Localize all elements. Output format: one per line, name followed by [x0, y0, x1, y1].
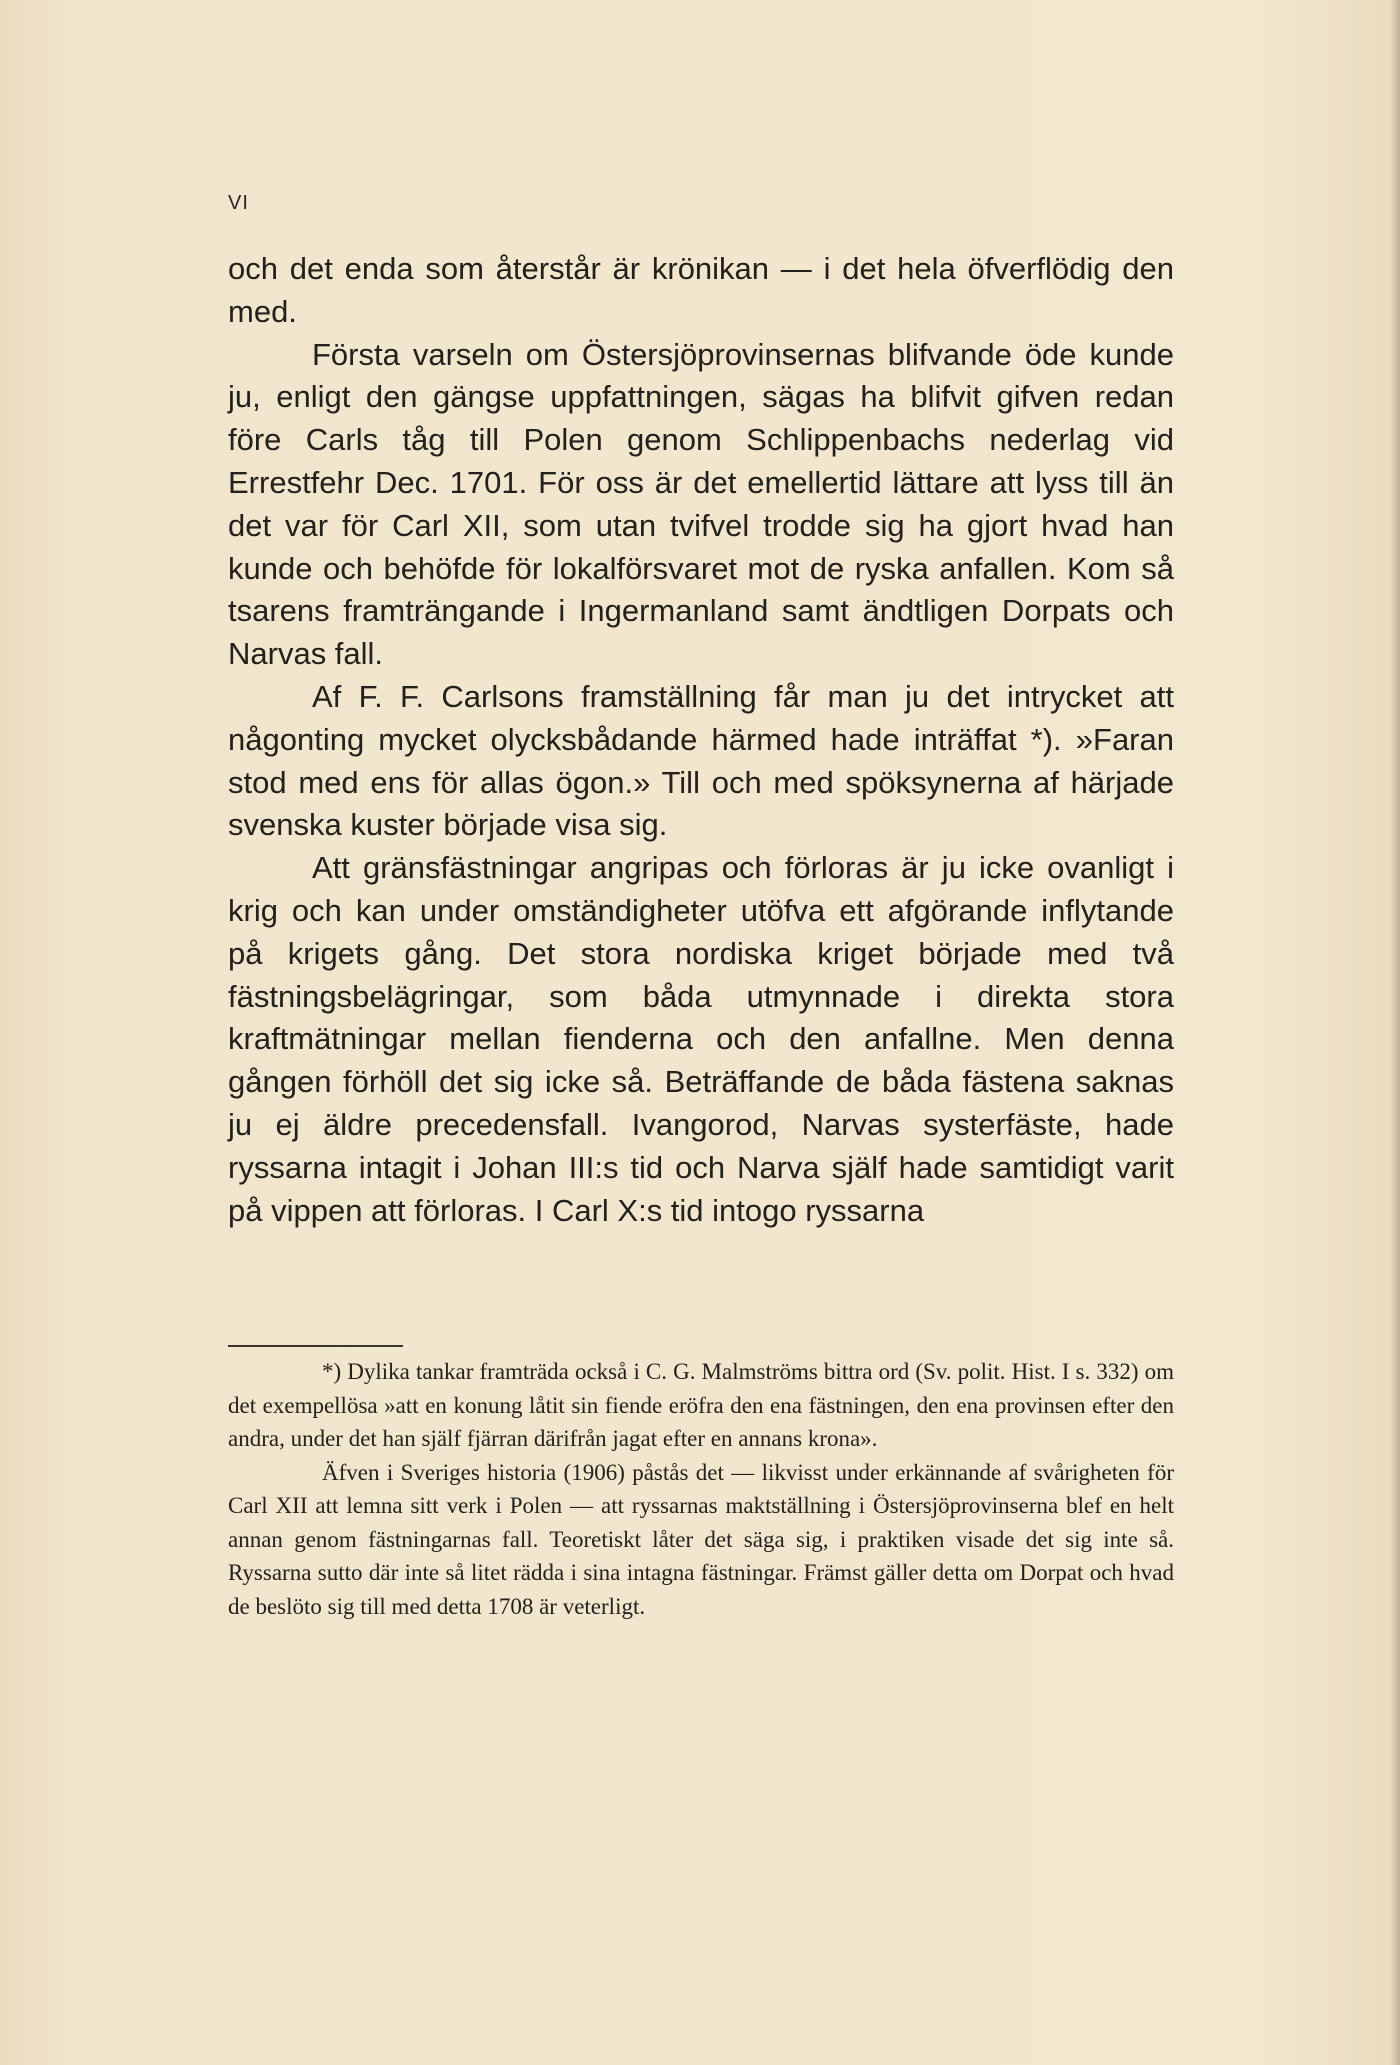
page-number: VI	[228, 192, 249, 214]
main-text	[228, 248, 1174, 1232]
footnote-1: *) Dylika tankar framträda också i C. G. Malmströms bittra ord (Sv. polit. Hist. I s. 332) om det exempellösa »att en konung låtit sin fiende eröfra den ena fästningen, den ena provinsen efter den andra, under det han själf fjärran därifrån jagat efter en annans krona».	[228, 1359, 1174, 1451]
footnote-separator	[228, 1345, 403, 1347]
paragraph-1: och det enda som återstår är krönikan — i det hela öfverflödig den med.	[228, 251, 1174, 329]
footnote-2: Äfven i Sveriges historia (1906) påstås det — likvisst under erkännande af svårigheten för Carl XII att lemna sitt verk i Polen — att ryssarnas maktställning i Östersjöprovinserna blef en helt annan genom fästningarnas fall. Teoretiskt låter det säga sig, i praktiken visade det sig inte så. Ryssarna sutto där inte så litet rädda i sina intagna fästningar. Främst gäller detta om Dorpat och hvad de beslöto sig till med detta 1708 är veterligt.	[228, 1459, 1174, 1619]
paragraph-2: Första varseln om Östersjöprovinsernas blifvande öde kunde ju, enligt den gängse uppfattningen, sägas ha blifvit gifven redan före Carls tåg till Polen genom Schlippenbachs nederlag vid Errestfehr Dec. 1701. För oss är det emellertid lättare att lyss till än det var för Carl XII, som utan tvifvel trodde sig ha gjort hvad han kunde och behöfde för lokalförsvaret mot de ryska anfallen. Kom så tsarens framträngande i Ingermanland samt ändtligen Dorpats och Narvas fall.	[228, 336, 1174, 672]
footnotes	[228, 1355, 1174, 1623]
page-edge-shadow	[1390, 0, 1400, 2065]
paragraph-3: Af F. F. Carlsons framställning får man ju det intrycket att någonting mycket olycksbådande härmed hade inträffat *). »Faran stod med ens för allas ögon.» Till och med spöksynerna af härjade svenska kuster började visa sig.	[228, 678, 1174, 843]
paragraph-4: Att gränsfästningar angripas och förloras är ju icke ovanligt i krig och kan under omständigheter utöfva ett afgörande inflytande på krigets gång. Det stora nordiska kriget började med två fästningsbelägringar, som båda utmynnade i direkta stora kraftmätningar mellan fienderna och den anfallne. Men denna gången förhöll det sig icke så. Beträffande de båda fästena saknas ju ej äldre precedensfall. Ivangorod, Narvas systerfäste, hade ryssarna intagit i Johan III:s tid och Narva själf hade samtidigt varit på vippen att förloras. I Carl X:s tid intogo ryssarna	[228, 850, 1174, 1228]
